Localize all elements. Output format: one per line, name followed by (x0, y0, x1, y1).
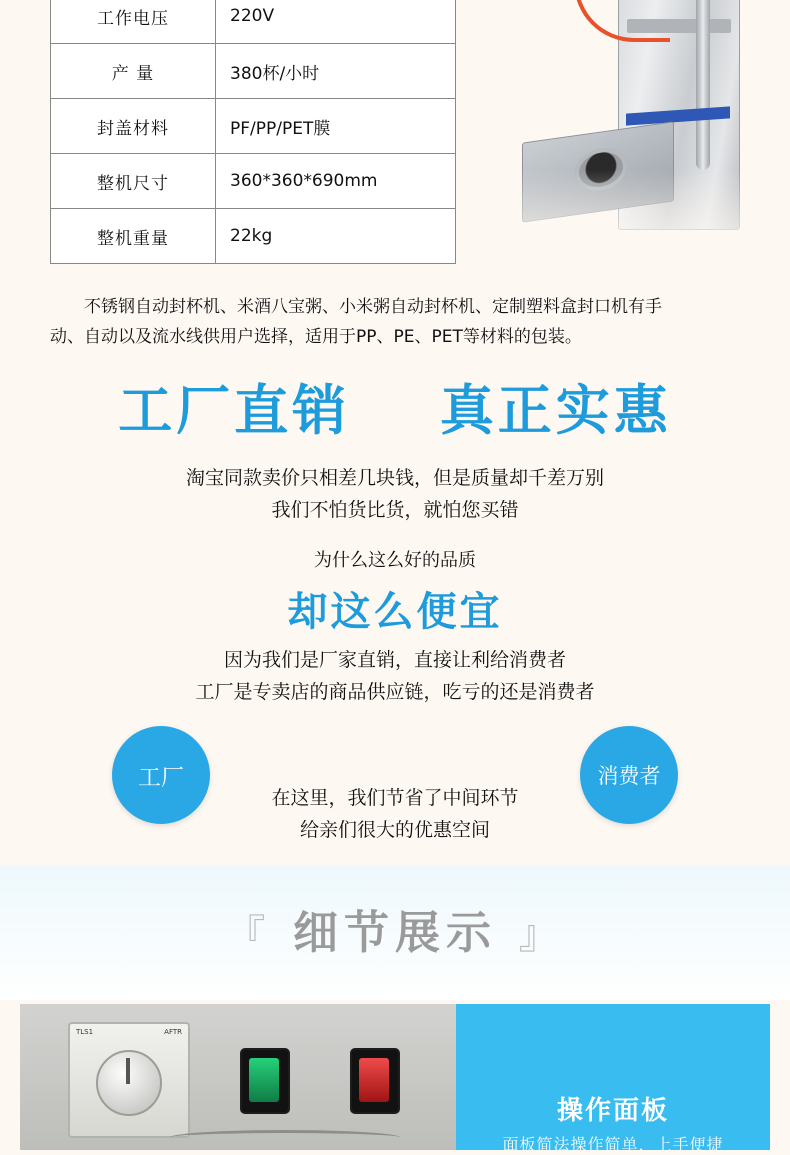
subtitle-1-line-1: 淘宝同款卖价只相差几块钱，但是质量却千差万别 (185, 467, 604, 489)
subtitle-block-3 (0, 644, 790, 708)
section-mark-right: 』 (518, 912, 565, 958)
headline-left: 工厂直销 (118, 379, 351, 442)
question-text: 为什么这么好的品质 (314, 550, 476, 571)
spec-value: PF/PP/PET膜 (216, 99, 456, 154)
timer-label-right: AFTR (164, 1028, 182, 1036)
spec-key: 封盖材料 (51, 99, 216, 154)
subtitle-3-line-1: 因为我们是厂家直销，直接让利给消费者 (223, 649, 566, 671)
between-line-2: 给亲们很大的优惠空间 (299, 819, 490, 841)
photo-fade-overlay (500, 0, 790, 260)
green-power-switch (240, 1048, 290, 1114)
spec-key: 整机尺寸 (51, 154, 216, 209)
caption-title: 操作面板 (556, 1096, 669, 1126)
green-switch-inner (249, 1058, 279, 1102)
intro-line-1: 不锈钢自动封杯机、米酒八宝粥、小米粥自动封杯机、定制塑料盒封口机有手 (84, 297, 662, 317)
headline-banner (0, 368, 790, 445)
headline-right: 真正实惠 (439, 379, 672, 442)
red-power-switch (350, 1048, 400, 1114)
panel-wire (170, 1130, 400, 1145)
spec-value: 380杯/小时 (216, 44, 456, 99)
consumer-circle: 消费者 (580, 726, 678, 824)
timer-knob (68, 1022, 190, 1138)
subtitle-block-1 (0, 462, 790, 526)
table-row (51, 0, 456, 44)
intro-paragraph (50, 292, 750, 352)
table-row (51, 99, 456, 154)
table-row (51, 44, 456, 99)
headline-secondary: 却这么便宜 (287, 589, 503, 635)
section-title-text: 细节展示 (292, 906, 497, 959)
factory-circle: 工厂 (112, 726, 210, 824)
caption-box (456, 1004, 770, 1154)
spec-key: 工作电压 (51, 0, 216, 44)
between-text-block (0, 782, 790, 846)
spec-value: 360*360*690mm (216, 154, 456, 209)
caption-subtitle: 面板简法操作简单，上手便捷 (502, 1135, 724, 1154)
spec-key: 整机重量 (51, 209, 216, 264)
between-line-1: 在这里，我们节省了中间环节 (271, 787, 519, 809)
machine-photo (500, 0, 790, 260)
section-title (0, 896, 790, 961)
timer-dial (96, 1050, 162, 1116)
subtitle-3-line-2: 工厂是专卖店的商品供应链，吃亏的还是消费者 (195, 681, 595, 703)
spec-value: 22kg (216, 209, 456, 264)
timer-label-left: TLS1 (76, 1028, 94, 1036)
red-switch-inner (359, 1058, 389, 1102)
spec-table (50, 0, 456, 264)
spec-key: 产 量 (51, 44, 216, 99)
spec-value: 220V (216, 0, 456, 44)
intro-line-2: 动、自动以及流水线供用户选择，适用于PP、PE、PET等材料的包装。 (50, 327, 582, 347)
subtitle-1-line-2: 我们不怕货比货，就怕您买错 (271, 499, 519, 521)
spec-table-wrap (50, 0, 456, 264)
control-panel-photo (20, 1004, 456, 1150)
table-row (51, 209, 456, 264)
section-mark-left: 『 (225, 912, 272, 958)
table-row (51, 154, 456, 209)
bottom-photo-row (20, 1004, 770, 1154)
